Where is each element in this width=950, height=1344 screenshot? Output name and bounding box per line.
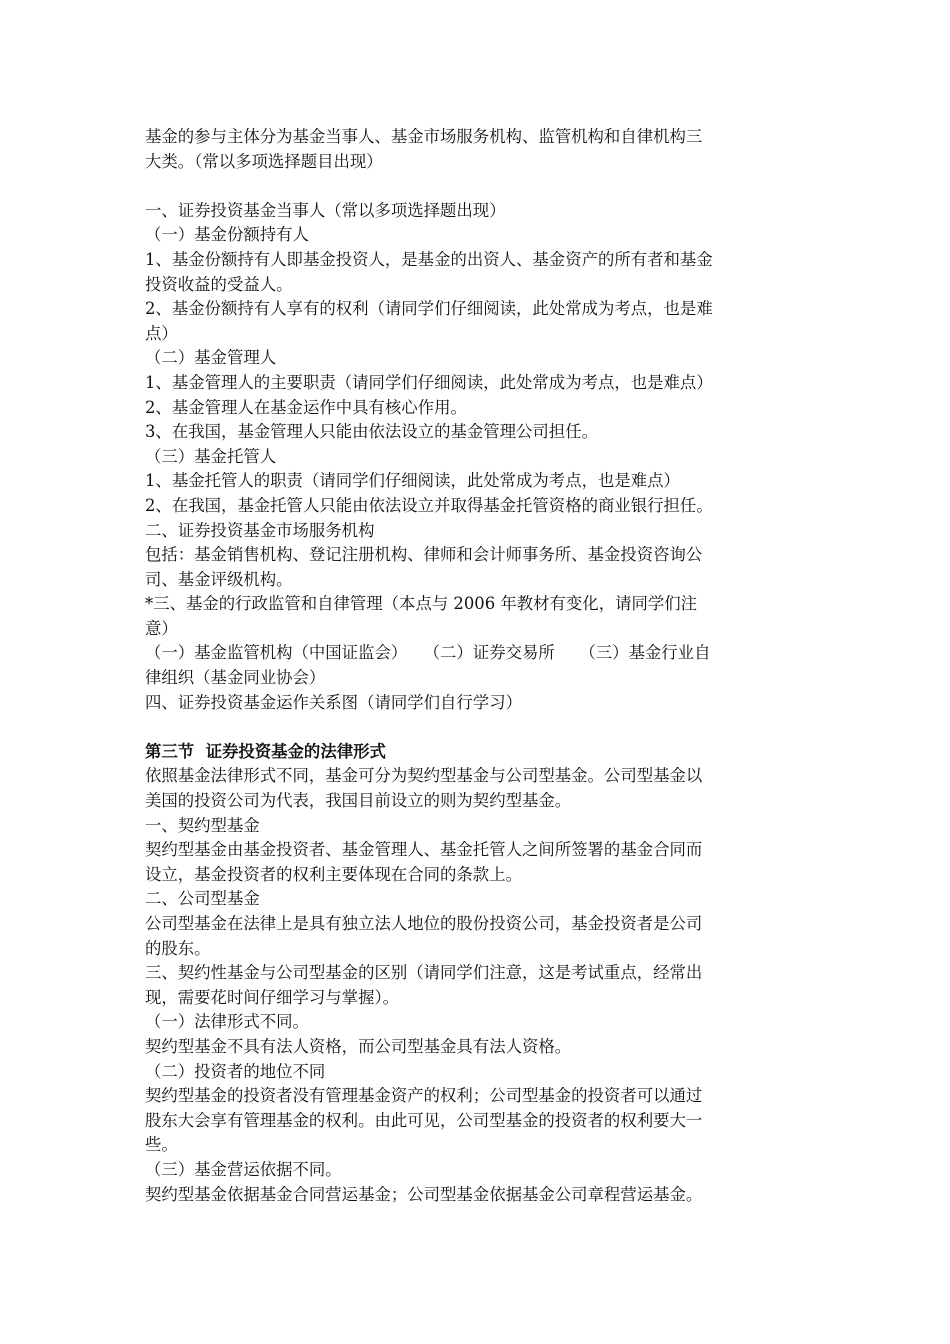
- text-line: 点）: [145, 323, 178, 343]
- text-line: 些。: [145, 1135, 178, 1155]
- text-line: （一）基金监管机构（中国证监会） （二）证券交易所 （三）基金行业自: [145, 643, 711, 663]
- section-heading: 第三节 证券投资基金的法律形式: [145, 741, 386, 761]
- text-line: 一、证券投资基金当事人（常以多项选择题出现）: [145, 200, 506, 220]
- text-line: （三）基金托管人: [145, 446, 277, 466]
- text-line: 三、契约性基金与公司型基金的区别（请同学们注意，这是考试重点，经常出: [145, 963, 703, 983]
- text-line: （二）投资者的地位不同: [145, 1061, 326, 1081]
- text-line: 现，需要花时间仔细学习与掌握）。: [145, 987, 400, 1007]
- text-line: 一、契约型基金: [145, 815, 260, 835]
- text-line: 大类。（常以多项选择题目出现）: [145, 151, 383, 171]
- text-line: 依照基金法律形式不同，基金可分为契约型基金与公司型基金。公司型基金以: [145, 766, 703, 786]
- text-line: 四、证券投资基金运作关系图（请同学们自行学习）: [145, 692, 522, 712]
- text-line: 2、基金管理人在基金运作中具有核心作用。: [145, 397, 467, 417]
- text-line: （一）基金份额持有人: [145, 225, 309, 245]
- text-line: 司、基金评级机构。: [145, 569, 293, 589]
- text-line: 2、在我国，基金托管人只能由依法设立并取得基金托管资格的商业银行担任。: [145, 495, 713, 515]
- text-line: 的股东。: [145, 938, 211, 958]
- text-line: （一）法律形式不同。: [145, 1012, 309, 1032]
- text-line: 意）: [145, 618, 178, 638]
- text-line: 律组织（基金同业协会）: [145, 668, 326, 688]
- text-line: 公司型基金在法律上是具有独立法人地位的股份投资公司，基金投资者是公司: [145, 914, 703, 933]
- text-line: 1、基金管理人的主要职责（请同学们仔细阅读，此处常成为考点，也是难点）: [145, 372, 713, 392]
- text-line: 1、基金托管人的职责（请同学们仔细阅读，此处常成为考点，也是难点）: [145, 471, 680, 491]
- blank-line: [145, 174, 810, 199]
- text-line: 设立，基金投资者的权利主要体现在合同的条款上。: [145, 864, 522, 884]
- text-line: 契约型基金的投资者没有管理基金资产的权利；公司型基金的投资者可以通过: [145, 1086, 703, 1106]
- text-line: 2、基金份额持有人享有的权利（请同学们仔细阅读，此处常成为考点，也是难: [145, 299, 713, 319]
- text-line: 1、基金份额持有人即基金投资人，是基金的出资人、基金资产的所有者和基金: [145, 249, 713, 269]
- text-line: 包括：基金销售机构、登记注册机构、律师和会计师事务所、基金投资咨询公: [145, 545, 703, 565]
- text-line: 投资收益的受益人。: [145, 274, 293, 294]
- text-line: 美国的投资公司为代表，我国目前设立的则为契约型基金。: [145, 791, 572, 811]
- text-line: （二）基金管理人: [145, 348, 277, 368]
- text-line: （三）基金营运依据不同。: [145, 1159, 342, 1179]
- text-line: 二、证券投资基金市场服务机构: [145, 520, 375, 540]
- blank-line: [145, 715, 810, 740]
- text-line: 3、在我国，基金管理人只能由依法设立的基金管理公司担任。: [145, 422, 598, 442]
- document-body: [145, 125, 810, 1207]
- text-line: 基金的参与主体分为基金当事人、基金市场服务机构、监管机构和自律机构三: [145, 127, 703, 146]
- text-line: 契约型基金依据基金合同营运基金；公司型基金依据基金公司章程营运基金。: [145, 1184, 703, 1204]
- text-line: 契约型基金由基金投资者、基金管理人、基金托管人之间所签署的基金合同而: [145, 840, 703, 860]
- text-line: *三、基金的行政监管和自律管理（本点与 2006 年教材有变化，请同学们注: [145, 594, 698, 614]
- text-line: 二、公司型基金: [145, 889, 260, 909]
- text-line: 股东大会享有管理基金的权利。由此可见，公司型基金的投资者的权利要大一: [145, 1110, 703, 1130]
- text-line: 契约型基金不具有法人资格，而公司型基金具有法人资格。: [145, 1036, 572, 1056]
